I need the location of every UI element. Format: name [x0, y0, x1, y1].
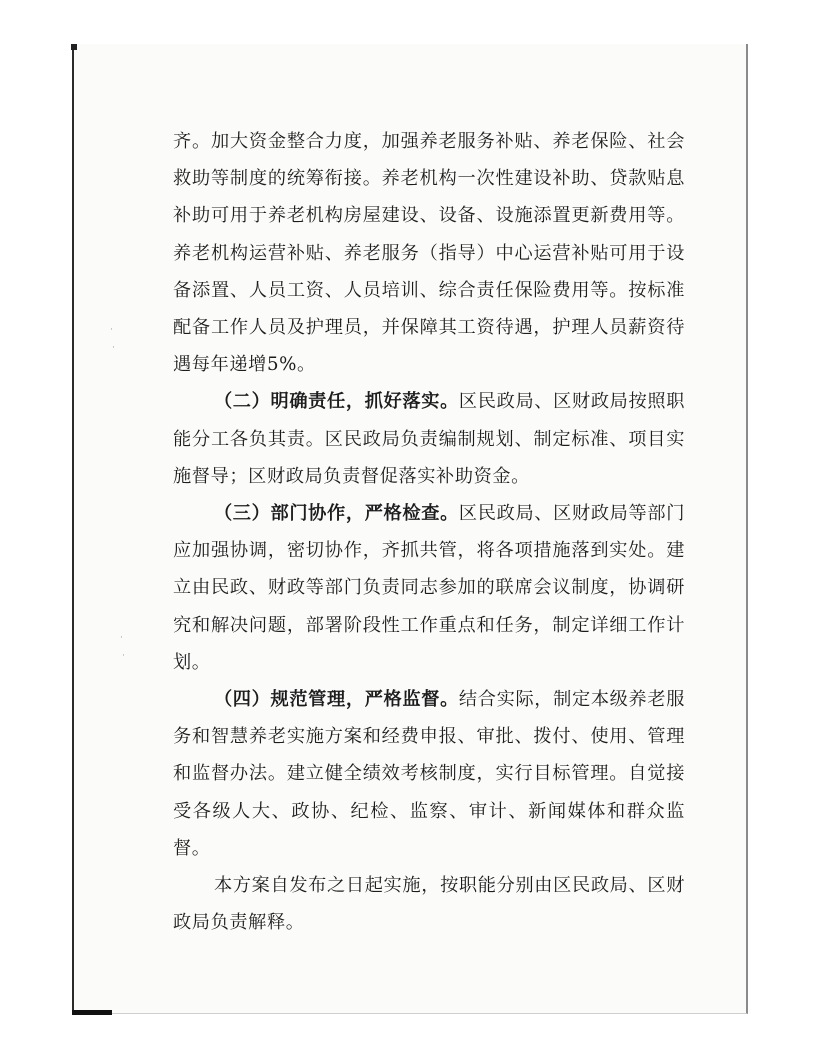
paragraph [173, 495, 685, 681]
paragraph-text: 区民政局、区财政局等部门应加强协调，密切协作，齐抓共管，将各项措施落到实处。建立由民政、财政等部门负责同志参加的联席会议制度，协调研究和解决问题，部署阶段性工作重点和任务，制定详细工作计划。 [173, 503, 685, 673]
paragraph [173, 123, 685, 383]
paragraph-text: 齐。加大资金整合力度，加强养老服务补贴、养老保险、社会救助等制度的统筹衔接。养老机构一次性建设补助、贷款贴息补助可用于养老机构房屋建设、设备、设施添置更新费用等。养老机构运营补贴、养老服务（指导）中心运营补贴可用于设备添置、人员工资、人员培训、综合责任保险费用等。按标准配备工作人员及护理员，并保障其工资待遇，护理人员薪资待遇每年递增5%。 [173, 131, 685, 376]
paragraph [173, 867, 685, 941]
paragraph-text: 本方案自发布之日起实施，按职能分别由区民政局、区财政局负责解释。 [173, 875, 685, 934]
paragraph [173, 681, 685, 867]
scan-speck: · [120, 633, 123, 643]
scanned-page [72, 44, 748, 1014]
paragraph-text: 区民政局、区财政局按照职能分工各负其责。区民政局负责编制规划、制定标准、项目实施督导；区财政局负责督促落实补助资金。 [173, 391, 685, 487]
scan-speck: · [110, 325, 113, 335]
paragraph-text: 结合实际，制定本级养老服务和智慧养老实施方案和经费申报、审批、拨付、使用、管理和监督办法。建立健全绩效考核制度，实行目标管理。自觉接受各级人大、政协、纪检、监察、审计、新闻媒体和群众监督。 [173, 689, 685, 859]
scan-speck: · [112, 343, 115, 353]
document-body [173, 123, 685, 941]
paragraph-heading: （二）明确责任，抓好落实。 [213, 391, 459, 413]
paragraph-heading: （四）规范管理，严格监督。 [213, 689, 459, 711]
scan-speck: · [122, 651, 125, 661]
paragraph-heading: （三）部门协作，严格检查。 [213, 503, 459, 525]
paragraph [173, 383, 685, 495]
